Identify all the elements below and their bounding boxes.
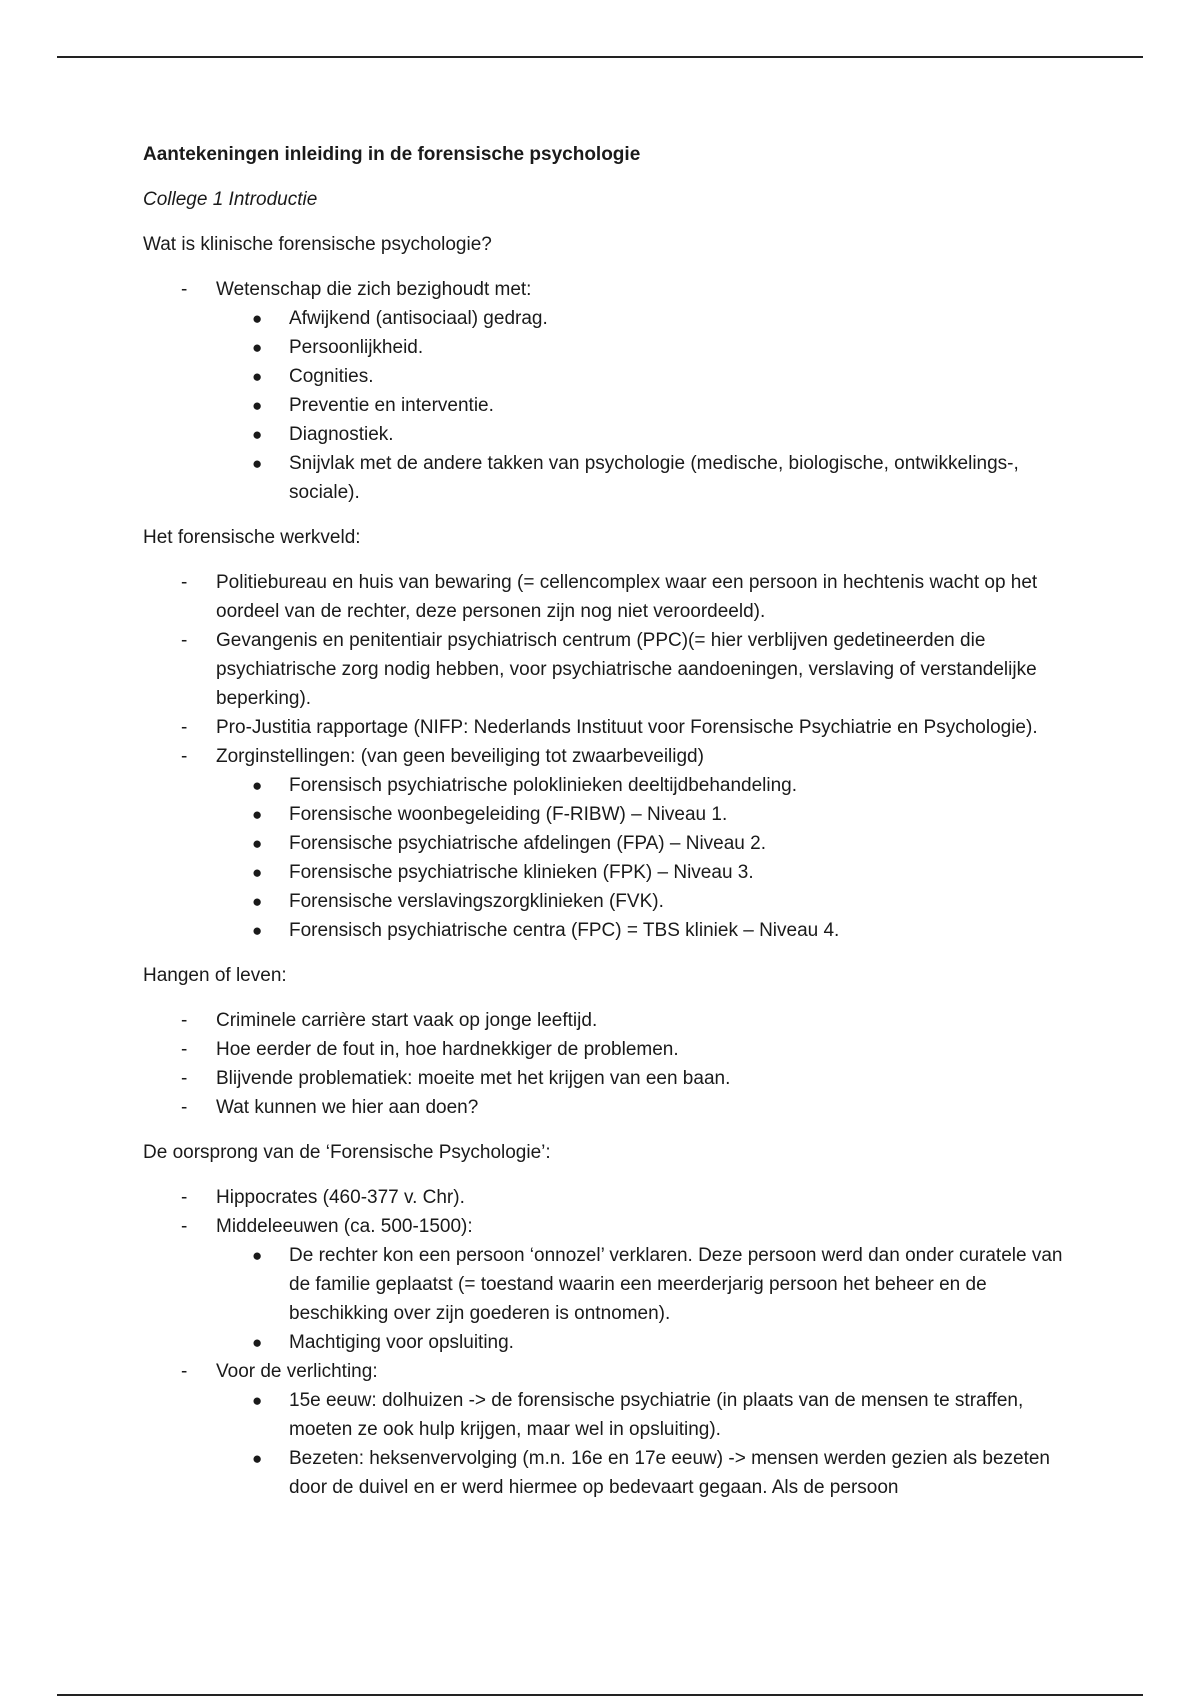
header-rule bbox=[57, 56, 1143, 58]
list-item: - Wetenschap die zich bezighoudt met: ● Afwijkend (antisociaal) gedrag. ● Persoonlijkheid. ● Cognities. ● Preventie en interventie. ● Diagnostiek. ● Snijvlak met de andere takken van psychologie (medische, biologische, ontwikkelings-, sociale). bbox=[143, 275, 1083, 507]
bullet-item: ● Snijvlak met de andere takken van psychologie (medische, biologische, ontwikkelings-, sociale). bbox=[216, 449, 1083, 507]
section-heading: Het forensische werkveld: bbox=[143, 527, 361, 548]
list-item: - Hoe eerder de fout in, hoe hardnekkiger de problemen. bbox=[143, 1035, 1083, 1064]
dash-list bbox=[143, 275, 1083, 507]
bullet-marker: ● bbox=[252, 921, 263, 940]
bullet-list bbox=[216, 1241, 1083, 1357]
bullet-item: ● De rechter kon een persoon ‘onnozel’ verklaren. Deze persoon werd dan onder curatele van de familie geplaatst (= toestand waarin een meerderjarig persoon het beheer en de beschikking over zijn goederen is ontnomen). bbox=[216, 1241, 1083, 1328]
section-heading: Wat is klinische forensische psychologie? bbox=[143, 234, 492, 255]
list-item: - Politiebureau en huis van bewaring (= cellencomplex waar een persoon in hechtenis wacht op het oordeel van de rechter, deze personen zijn nog niet veroordeeld). bbox=[143, 568, 1083, 626]
dash-marker: - bbox=[181, 746, 188, 767]
bullet-item: ● Diagnostiek. bbox=[216, 420, 1083, 449]
dash-marker: - bbox=[181, 279, 188, 300]
section-heading: De oorsprong van de ‘Forensische Psychologie’: bbox=[143, 1142, 551, 1163]
dash-marker: - bbox=[181, 1010, 188, 1031]
bullet-item: ● Forensische woonbegeleiding (F-RIBW) – Niveau 1. bbox=[216, 800, 1083, 829]
bullet-marker: ● bbox=[252, 425, 263, 444]
bullet-item: ● Afwijkend (antisociaal) gedrag. bbox=[216, 304, 1083, 333]
bullet-item: ● Persoonlijkheid. bbox=[216, 333, 1083, 362]
bullet-list bbox=[216, 304, 1083, 507]
list-item: - Hippocrates (460-377 v. Chr). bbox=[143, 1183, 1083, 1212]
bullet-marker: ● bbox=[252, 863, 263, 882]
bullet-marker: ● bbox=[252, 396, 263, 415]
list-item: - Voor de verlichting: ● 15e eeuw: dolhuizen -> de forensische psychiatrie (in plaats van de mensen te straffen, moeten ze ook hulp krijgen, maar wel in opsluiting). ● Bezeten: heksenvervolging (m.n. 16e en 17e eeuw) -> mensen werden gezien als bezeten door de duivel en er werd hiermee op bedevaart gegaan. Als de persoon bbox=[143, 1357, 1083, 1502]
list-item: - Zorginstellingen: (van geen beveiliging tot zwaarbeveiligd) ● Forensisch psychiatrische poloklinieken deeltijdbehandeling. ● Forensische woonbegeleiding (F-RIBW) – Niveau 1. ● Forensische psychiatrische afdelingen (FPA) – Niveau 2. ● Forensische psychiatrische klinieken (FPK) – Niveau 3. ● Forensische verslavingszorgklinieken (FVK). ● Forensisch psychiatrische centra (FPC) = TBS kliniek – Niveau 4. bbox=[143, 742, 1083, 945]
dash-marker: - bbox=[181, 630, 188, 651]
bullet-item: ● Cognities. bbox=[216, 362, 1083, 391]
dash-marker: - bbox=[181, 572, 188, 593]
dash-marker: - bbox=[181, 1361, 188, 1382]
bullet-list bbox=[216, 1386, 1083, 1502]
list-item: - Middeleeuwen (ca. 500-1500): ● De rechter kon een persoon ‘onnozel’ verklaren. Deze persoon werd dan onder curatele van de familie geplaatst (= toestand waarin een meerderjarig persoon het beheer en de beschikking over zijn goederen is ontnomen). ● Machtiging voor opsluiting. bbox=[143, 1212, 1083, 1357]
bullet-item: ● Forensische psychiatrische afdelingen (FPA) – Niveau 2. bbox=[216, 829, 1083, 858]
bullet-marker: ● bbox=[252, 454, 263, 473]
list-item: - Wat kunnen we hier aan doen? bbox=[143, 1093, 1083, 1122]
document-title: Aantekeningen inleiding in de forensische psychologie bbox=[143, 144, 641, 165]
bullet-marker: ● bbox=[252, 892, 263, 911]
bullet-marker: ● bbox=[252, 1333, 263, 1352]
bullet-item: ● Bezeten: heksenvervolging (m.n. 16e en 17e eeuw) -> mensen werden gezien als bezeten door de duivel en er werd hiermee op bedevaart gegaan. Als de persoon bbox=[216, 1444, 1083, 1502]
bullet-marker: ● bbox=[252, 834, 263, 853]
bullet-marker: ● bbox=[252, 1449, 263, 1468]
list-item: - Gevangenis en penitentiair psychiatrisch centrum (PPC)(= hier verblijven gedetineerden die psychiatrische zorg nodig hebben, voor psychiatrische aandoeningen, verslaving of verstandelijke beperking). bbox=[143, 626, 1083, 713]
list-item: - Blijvende problematiek: moeite met het krijgen van een baan. bbox=[143, 1064, 1083, 1093]
section-heading: Hangen of leven: bbox=[143, 965, 287, 986]
bullet-marker: ● bbox=[252, 1246, 263, 1265]
bullet-marker: ● bbox=[252, 805, 263, 824]
dash-marker: - bbox=[181, 1068, 188, 1089]
document-body bbox=[143, 140, 1083, 1502]
bullet-marker: ● bbox=[252, 309, 263, 328]
bullet-list bbox=[216, 771, 1083, 945]
bullet-marker: ● bbox=[252, 338, 263, 357]
bullet-item: ● Forensische psychiatrische klinieken (FPK) – Niveau 3. bbox=[216, 858, 1083, 887]
dash-marker: - bbox=[181, 1097, 188, 1118]
bullet-marker: ● bbox=[252, 776, 263, 795]
dash-marker: - bbox=[181, 1039, 188, 1060]
bullet-item: ● Preventie en interventie. bbox=[216, 391, 1083, 420]
dash-list bbox=[143, 1183, 1083, 1502]
bullet-marker: ● bbox=[252, 367, 263, 386]
dash-list bbox=[143, 568, 1083, 945]
bullet-item: ● Forensisch psychiatrische poloklinieken deeltijdbehandeling. bbox=[216, 771, 1083, 800]
dash-list bbox=[143, 1006, 1083, 1122]
bullet-item: ● Machtiging voor opsluiting. bbox=[216, 1328, 1083, 1357]
dash-marker: - bbox=[181, 717, 188, 738]
list-item: - Criminele carrière start vaak op jonge leeftijd. bbox=[143, 1006, 1083, 1035]
footer-rule bbox=[57, 1694, 1143, 1696]
bullet-marker: ● bbox=[252, 1391, 263, 1410]
bullet-item: ● Forensisch psychiatrische centra (FPC) = TBS kliniek – Niveau 4. bbox=[216, 916, 1083, 945]
dash-marker: - bbox=[181, 1216, 188, 1237]
dash-marker: - bbox=[181, 1187, 188, 1208]
bullet-item: ● Forensische verslavingszorgklinieken (FVK). bbox=[216, 887, 1083, 916]
lecture-subtitle: College 1 Introductie bbox=[143, 189, 318, 210]
list-item: - Pro-Justitia rapportage (NIFP: Nederlands Instituut voor Forensische Psychiatrie en Psychologie). bbox=[143, 713, 1083, 742]
bullet-item: ● 15e eeuw: dolhuizen -> de forensische psychiatrie (in plaats van de mensen te straffen, moeten ze ook hulp krijgen, maar wel in opsluiting). bbox=[216, 1386, 1083, 1444]
